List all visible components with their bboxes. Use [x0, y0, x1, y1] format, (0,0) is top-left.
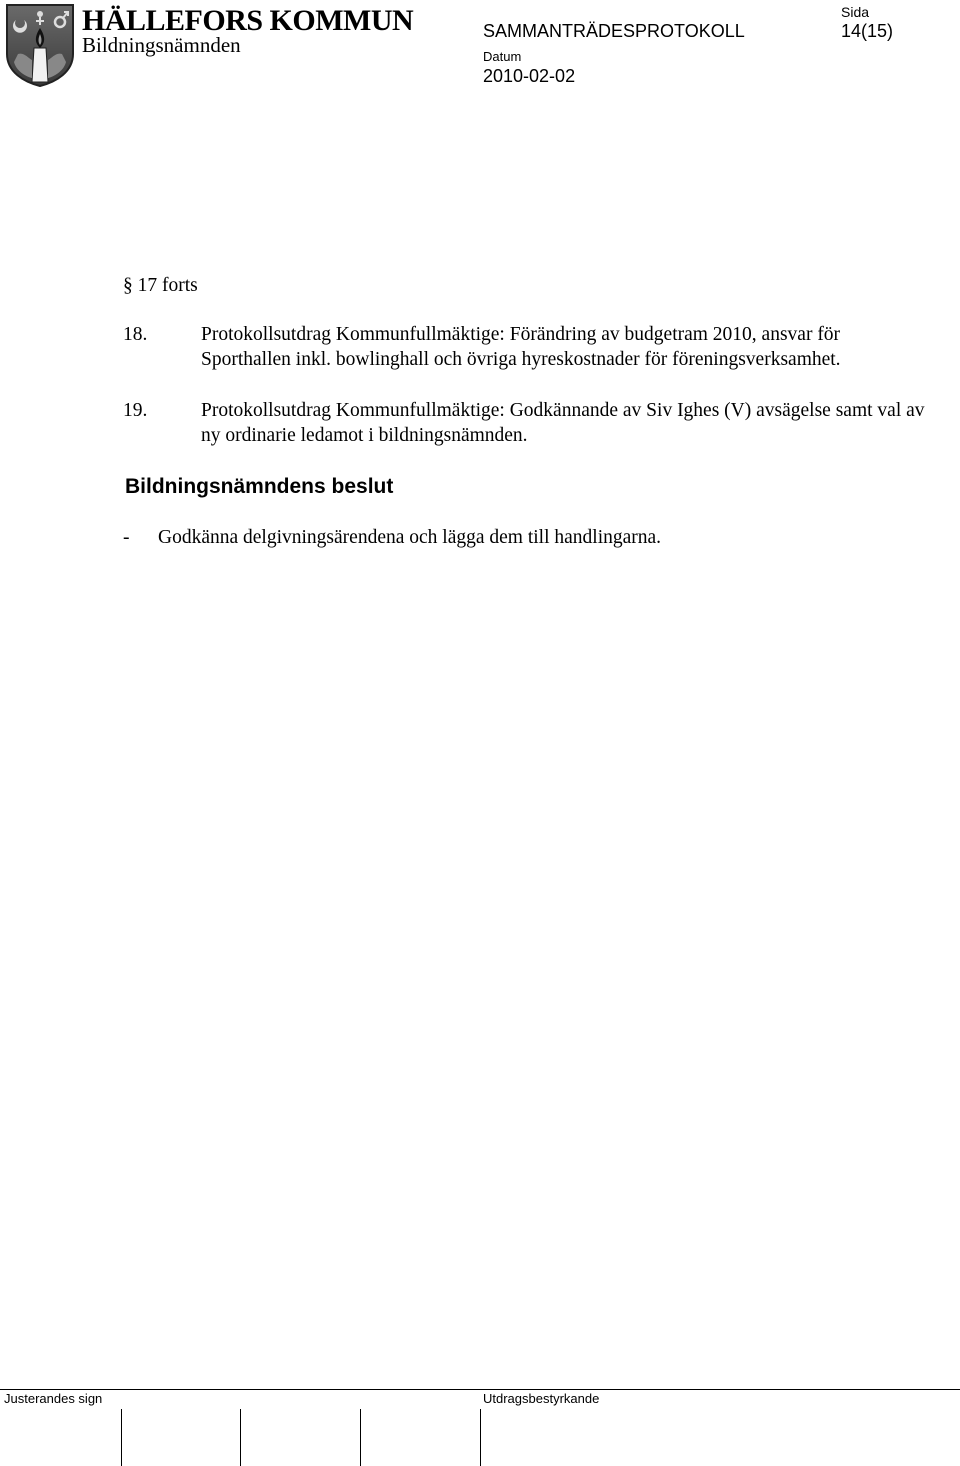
item-number: 18.	[123, 324, 148, 345]
coat-of-arms-icon	[4, 2, 76, 88]
date-label: Datum	[483, 49, 522, 64]
footer-certification-label: Utdragsbestyrkande	[483, 1391, 600, 1406]
item-text: Protokollsutdrag Kommunfullmäktige: Godkännande av Siv Ighes (V) avsägelse samt val av ny ordinarie ledamot i bildningsnämnden.	[201, 400, 925, 446]
decision-heading: Bildningsnämndens beslut	[125, 475, 394, 498]
item-number: 19.	[123, 400, 148, 421]
paragraph-reference: § 17 forts	[123, 275, 198, 296]
page-label: Sida	[841, 4, 870, 20]
footer-divider	[0, 1389, 960, 1390]
signature-box-divider	[480, 1409, 481, 1466]
list-dash: -	[123, 527, 130, 548]
signature-box-divider	[360, 1409, 361, 1466]
date-value: 2010-02-02	[483, 66, 576, 86]
decision-text: Godkänna delgivningsärendena och lägga dem till handlingarna.	[158, 527, 662, 548]
org-name: HÄLLEFORS KOMMUN	[82, 4, 414, 37]
signature-box-divider	[240, 1409, 241, 1466]
item-text: Protokollsutdrag Kommunfullmäktige: Förändring av budgetram 2010, ansvar för Sporthallen inkl. bowlinghall och övriga hyreskostnader för föreningsverksamhet.	[201, 324, 841, 370]
department-name: Bildningsnämnden	[82, 33, 241, 57]
footer-signature-label: Justerandes sign	[4, 1391, 103, 1406]
page-number: 14(15)	[841, 21, 894, 41]
document-type: SAMMANTRÄDESPROTOKOLL	[483, 21, 745, 41]
signature-box-divider	[121, 1409, 122, 1466]
